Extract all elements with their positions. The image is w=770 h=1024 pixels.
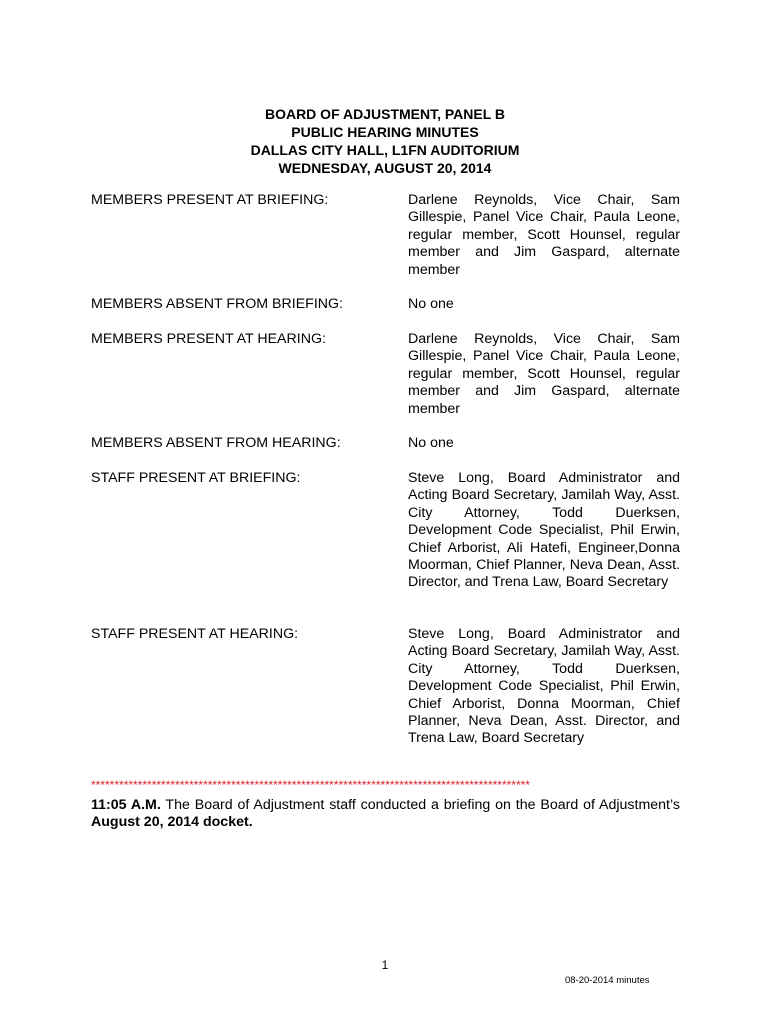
staff-present-briefing-value: Steve Long, Board Administrator and Acting Board Secretary, Jamilah Way, Asst. City Attorney, Todd Duerksen, Development Code Specialist, Phil Erwin, Chief Arborist, Ali Hatefi, Engineer,Donna Moorman, Chief Planner, Neva Dean, Asst. Director, and Trena Law, Board Secretary <box>408 470 680 591</box>
footer-date-label: 08-20-2014 minutes <box>565 975 650 986</box>
page-number: 1 <box>381 958 389 972</box>
minutes-title: PUBLIC HEARING MINUTES <box>291 124 479 140</box>
members-absent-hearing-label: MEMBERS ABSENT FROM HEARING: <box>91 435 341 451</box>
briefing-docket: August 20, 2014 docket. <box>91 814 253 831</box>
board-title: BOARD OF ADJUSTMENT, PANEL B <box>264 106 506 122</box>
members-present-briefing-label: MEMBERS PRESENT AT BRIEFING: <box>91 192 329 208</box>
section-separator: ********************************************************************************************** <box>91 778 530 792</box>
location-title: DALLAS CITY HALL, L1FN AUDITORIUM <box>250 142 520 158</box>
briefing-text: The Board of Adjustment staff conducted a briefing on the Board of Adjustment’s <box>160 797 680 813</box>
members-absent-briefing-label: MEMBERS ABSENT FROM BRIEFING: <box>91 296 343 312</box>
staff-present-hearing-value: Steve Long, Board Administrator and Acting Board Secretary, Jamilah Way, Asst. City Attorney, Todd Duerksen, Development Code Specialist, Phil Erwin, Chief Arborist, Donna Moorman, Chief Planner, Neva Dean, Asst. Director, and Trena Law, Board Secretary <box>408 626 680 747</box>
members-present-hearing-label: MEMBERS PRESENT AT HEARING: <box>91 331 326 347</box>
staff-present-hearing-label: STAFF PRESENT AT HEARING: <box>91 626 299 642</box>
members-absent-hearing-value: No one <box>408 435 454 451</box>
briefing-paragraph <box>91 797 680 832</box>
members-absent-briefing-value: No one <box>408 296 454 312</box>
date-title: WEDNESDAY, AUGUST 20, 2014 <box>278 160 492 176</box>
briefing-time: 11:05 A.M. <box>91 797 161 813</box>
document-header <box>0 105 770 177</box>
members-present-briefing-value: Darlene Reynolds, Vice Chair, Sam Gillespie, Panel Vice Chair, Paula Leone, regular member, Scott Hounsel, regular member and Jim Gaspard, alternate member <box>408 192 680 278</box>
members-present-hearing-value: Darlene Reynolds, Vice Chair, Sam Gillespie, Panel Vice Chair, Paula Leone, regular member, Scott Hounsel, regular member and Jim Gaspard, alternate member <box>408 331 680 417</box>
staff-present-briefing-label: STAFF PRESENT AT BRIEFING: <box>91 470 301 486</box>
